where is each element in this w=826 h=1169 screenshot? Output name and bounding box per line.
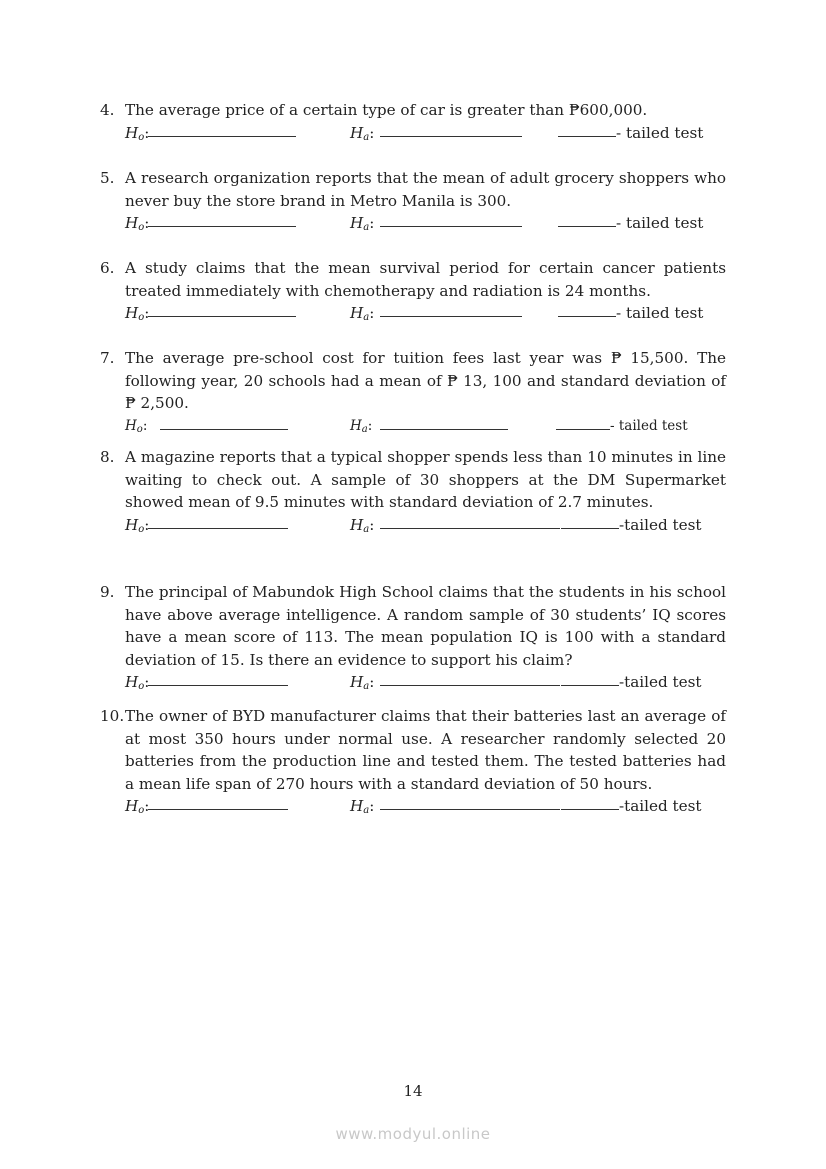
null-hypothesis-label: $H_o$:	[125, 123, 150, 143]
tail-type-blank[interactable]	[558, 122, 616, 137]
tailed-test-label: - tailed test	[616, 123, 704, 142]
alternative-hypothesis-label: $H_a$:	[350, 123, 375, 143]
question-number: 5.	[100, 169, 115, 187]
null-hypothesis-label: $H_o$:	[125, 417, 148, 435]
question-text: The average price of a certain type of car is greater than ₱600,000.	[125, 101, 648, 119]
null-hypothesis-blank[interactable]	[148, 514, 288, 529]
alternative-hypothesis-blank[interactable]	[380, 415, 508, 430]
alternative-hypothesis-label: $H_a$:	[350, 214, 375, 233]
alternative-hypothesis-label: $H_a$:	[350, 797, 375, 816]
alternative-hypothesis-label: $H_a$:	[350, 673, 375, 692]
question-number: 9.	[100, 583, 115, 601]
null-hypothesis-blank[interactable]	[148, 212, 296, 227]
null-hypothesis-label: $H_o$:	[125, 214, 150, 233]
tail-type-blank[interactable]	[558, 302, 616, 317]
question-text: The owner of BYD manufacturer claims that their batteries last an average of at most 350 hours under normal use. A researcher randomly selected 20 batteries from the production line and tested them. The tested batteries had a mean life span of 270 hours with a standard deviation of 50 hours.	[125, 707, 726, 793]
hypothesis-row	[125, 415, 726, 438]
alternative-hypothesis-blank[interactable]	[380, 671, 560, 686]
null-hypothesis-blank[interactable]	[160, 415, 288, 430]
question-text: A study claims that the mean survival period for certain cancer patients treated immediately with chemotherapy and radiation is 24 months.	[125, 259, 726, 300]
hypothesis-row	[125, 122, 726, 145]
null-hypothesis-label: $H_o$:	[125, 673, 150, 692]
question-number: 4.	[100, 101, 115, 119]
question-number: 7.	[100, 349, 115, 367]
null-hypothesis-blank[interactable]	[148, 302, 296, 317]
tail-type-blank[interactable]	[558, 212, 616, 227]
hypothesis-row	[125, 795, 726, 818]
question-item	[100, 581, 726, 694]
tailed-test-label: - tailed test	[616, 304, 704, 322]
alternative-hypothesis-label: $H_a$:	[350, 417, 373, 435]
question-number: 10.	[100, 707, 125, 725]
question-item	[100, 446, 726, 536]
alternative-hypothesis-blank[interactable]	[380, 302, 522, 317]
watermark: www.modyul.online	[335, 1125, 491, 1143]
hypothesis-row	[125, 671, 726, 694]
question-number: 6.	[100, 259, 115, 277]
hypothesis-row	[125, 302, 726, 325]
alternative-hypothesis-label: $H_a$:	[350, 304, 375, 323]
question-number: 8.	[100, 448, 115, 466]
question-item	[100, 257, 726, 325]
page-number: 14	[403, 1082, 423, 1100]
null-hypothesis-label: $H_o$:	[125, 797, 150, 816]
alternative-hypothesis-blank[interactable]	[380, 122, 522, 137]
alternative-hypothesis-blank[interactable]	[380, 212, 522, 227]
question-text: A magazine reports that a typical shopper spends less than 10 minutes in line waiting to check out. A sample of 30 shoppers at the DM Supermarket showed mean of 9.5 minutes with standard deviation of 2.7 minutes.	[125, 448, 726, 511]
question-item	[100, 99, 726, 144]
tailed-test-label: - tailed test	[616, 214, 704, 232]
question-text: The average pre-school cost for tuition fees last year was ₱ 15,500. The following year, 20 schools had a mean of ₱ 13, 100 and standard deviation of ₱ 2,500.	[125, 349, 726, 412]
tail-type-blank[interactable]	[561, 514, 619, 529]
tailed-test-label: -tailed test	[619, 515, 702, 534]
tailed-test-label: -tailed test	[619, 797, 702, 815]
null-hypothesis-blank[interactable]	[148, 122, 296, 137]
question-item	[100, 347, 726, 437]
question-item	[100, 705, 726, 818]
question-text: A research organization reports that the mean of adult grocery shoppers who never buy the store brand in Metro Manila is 300.	[125, 169, 726, 210]
alternative-hypothesis-blank[interactable]	[380, 514, 560, 529]
null-hypothesis-label: $H_o$:	[125, 515, 150, 535]
alternative-hypothesis-label: $H_a$:	[350, 515, 375, 535]
hypothesis-row	[125, 212, 726, 235]
tailed-test-label: -tailed test	[619, 673, 702, 691]
null-hypothesis-label: $H_o$:	[125, 304, 150, 323]
null-hypothesis-blank[interactable]	[148, 795, 288, 810]
alternative-hypothesis-blank[interactable]	[380, 795, 560, 810]
tail-type-blank[interactable]	[561, 795, 619, 810]
tail-type-blank[interactable]	[556, 415, 610, 430]
question-item	[100, 167, 726, 235]
hypothesis-row	[125, 514, 726, 537]
tail-type-blank[interactable]	[561, 671, 619, 686]
question-text: The principal of Mabundok High School claims that the students in his school have above average intelligence. A random sample of 30 students’ IQ scores have a mean score of 113. The mean population IQ is 100 with a standard deviation of 15. Is there an evidence to support his claim?	[125, 583, 726, 669]
tailed-test-label: - tailed test	[610, 417, 688, 434]
null-hypothesis-blank[interactable]	[148, 671, 288, 686]
